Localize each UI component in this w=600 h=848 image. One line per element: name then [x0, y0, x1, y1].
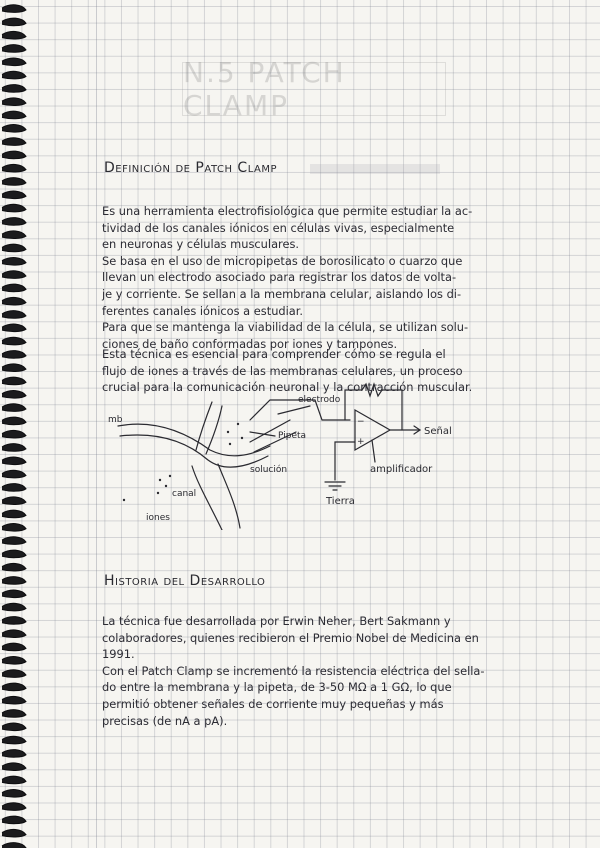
section-heading-definicion: Definición de Patch Clamp — [104, 160, 277, 176]
ground-symbol — [325, 482, 345, 490]
spiral-coil — [2, 18, 26, 26]
cell-outline — [218, 464, 240, 528]
spiral-coil — [2, 829, 26, 837]
spiral-coil — [2, 377, 26, 385]
spiral-coil — [2, 750, 26, 758]
spiral-coil — [2, 417, 26, 425]
text-line: je y corriente. Se sellan a la membrana celular, aislando los di- — [102, 286, 462, 301]
text-line: precisas (de nA a pA). — [102, 713, 228, 728]
text-line: Esta técnica es esencial para comprender cómo se regula el — [102, 347, 446, 361]
spiral-coil — [2, 85, 26, 93]
label-amplificador: amplificador — [370, 464, 433, 475]
text-line: 1991. — [102, 647, 135, 662]
text-line: ferentes canales iónicos a estudiar. — [102, 303, 304, 318]
label-mb: mb — [108, 415, 123, 425]
spiral-coil — [2, 164, 26, 172]
ion-dot — [123, 499, 125, 501]
spiral-coil — [2, 337, 26, 345]
text-line: Para que se mantenga la viabilidad de la célula, se utilizan solu- — [102, 320, 469, 335]
spiral-coil — [2, 364, 26, 372]
ion-dot — [157, 492, 159, 494]
spiral-coil — [2, 484, 26, 492]
feedback-resistor — [345, 384, 402, 430]
definition-paragraph — [102, 203, 557, 352]
spiral-coil — [2, 111, 26, 119]
spiral-coil — [2, 71, 26, 79]
spiral-coil — [2, 510, 26, 518]
spiral-coil — [2, 696, 26, 704]
spiral-coil — [2, 803, 26, 811]
spiral-coil — [2, 257, 26, 265]
spiral-coil — [2, 603, 26, 611]
spiral-coil — [2, 457, 26, 465]
spiral-coil — [2, 124, 26, 132]
spiral-coil — [2, 297, 26, 305]
ion-dot — [169, 475, 171, 477]
spiral-coil — [2, 138, 26, 146]
text-line: do entre la membrana y la pipeta, de 3-50 MΩ a 1 GΩ, lo que — [102, 680, 452, 695]
spiral-coil — [2, 404, 26, 412]
spiral-coil — [2, 31, 26, 39]
spiral-coil — [2, 537, 26, 545]
label-plus: + — [357, 437, 365, 447]
ion-dot — [241, 437, 243, 439]
spiral-coil — [2, 617, 26, 625]
text-line: llevan un electrodo asociado para registrar los datos de volta- — [102, 270, 457, 285]
label-tierra: Tierra — [326, 496, 355, 507]
label-canal: canal — [172, 489, 197, 499]
cell-outline — [192, 466, 222, 530]
text-line: La técnica fue desarrollada por Erwin Neher, Bert Sakmann y — [102, 614, 451, 628]
text-line: colaboradores, quienes recibieron el Premio Nobel de Medicina en — [102, 630, 479, 645]
spiral-coil — [2, 351, 26, 359]
text-line: permitió obtener señales de corriente muy pequeñas y más — [102, 696, 444, 711]
margin-line — [96, 0, 97, 848]
text-line: flujo de iones a través de las membranas celulares, un proceso — [102, 363, 463, 378]
spiral-coil — [2, 550, 26, 558]
spiral-coil — [2, 244, 26, 252]
spiral-coil — [2, 736, 26, 744]
patch-clamp-diagram — [100, 380, 570, 530]
spiral-coil — [2, 45, 26, 53]
spiral-coil — [2, 470, 26, 478]
history-paragraph — [102, 613, 557, 729]
label-electrodo: electrodo — [298, 395, 341, 405]
spiral-coil — [2, 643, 26, 651]
spiral-coil — [2, 683, 26, 691]
membrane-line — [118, 424, 270, 456]
spiral-coil — [2, 776, 26, 784]
label-solucion: solución — [250, 465, 288, 475]
spiral-coil — [2, 523, 26, 531]
spiral-coil — [2, 151, 26, 159]
text-line: crucial para la comunicación neuronal y la contracción muscular. — [102, 380, 473, 395]
spiral-coil — [2, 231, 26, 239]
spiral-coil — [2, 444, 26, 452]
spiral-coil — [2, 58, 26, 66]
spiral-binding — [0, 0, 30, 848]
page-title: N.5 PATCH CLAMP — [182, 62, 446, 116]
spiral-coil — [2, 630, 26, 638]
spiral-coil — [2, 577, 26, 585]
spiral-coil — [2, 311, 26, 319]
spiral-coil — [2, 218, 26, 226]
text-line: Se basa en el uso de micropipetas de borosilicato o cuarzo que — [102, 253, 463, 268]
spiral-coil — [2, 763, 26, 771]
ion-dot — [165, 485, 167, 487]
text-line: en neuronas y células musculares. — [102, 237, 300, 252]
ion-dot — [159, 479, 161, 481]
label-senal: Señal — [424, 426, 452, 437]
spiral-coil — [2, 271, 26, 279]
text-line: Es una herramienta electrofisiológica que permite estudiar la ac- — [102, 204, 473, 218]
spiral-coil — [2, 191, 26, 199]
spiral-coil — [2, 789, 26, 797]
ion-dot — [237, 423, 239, 425]
spiral-coil — [2, 843, 26, 848]
text-line: tividad de los canales iónicos en células vivas, especialmente — [102, 220, 455, 235]
spiral-coil — [2, 98, 26, 106]
section-heading-historia: Historia del Desarrollo — [104, 573, 266, 589]
spiral-coil — [2, 563, 26, 571]
spiral-coil — [2, 710, 26, 718]
spiral-coil — [2, 390, 26, 398]
text-line: ciones de baño conformadas por iones y tampones. — [102, 336, 398, 351]
spiral-coil — [2, 430, 26, 438]
label-pipeta: Pipeta — [278, 431, 307, 441]
spiral-coil — [2, 204, 26, 212]
spiral-coil — [2, 284, 26, 292]
ion-dot — [227, 431, 229, 433]
amplifier-pointer — [372, 440, 375, 462]
electrode-line — [278, 406, 310, 414]
spiral-coil — [2, 497, 26, 505]
spiral-coil — [2, 723, 26, 731]
label-iones: iones — [146, 513, 170, 523]
ground-wire — [335, 442, 355, 480]
spiral-coil — [2, 656, 26, 664]
spiral-coil — [2, 816, 26, 824]
label-minus: − — [357, 417, 365, 427]
heading-highlight — [310, 164, 440, 174]
spiral-coil — [2, 590, 26, 598]
pipette — [196, 402, 212, 450]
ion-dot — [229, 443, 231, 445]
spiral-coil — [2, 670, 26, 678]
text-line: Con el Patch Clamp se incrementó la resistencia eléctrica del sella- — [102, 663, 485, 678]
spiral-coil — [2, 324, 26, 332]
spiral-coil — [2, 5, 26, 13]
spiral-coil — [2, 178, 26, 186]
